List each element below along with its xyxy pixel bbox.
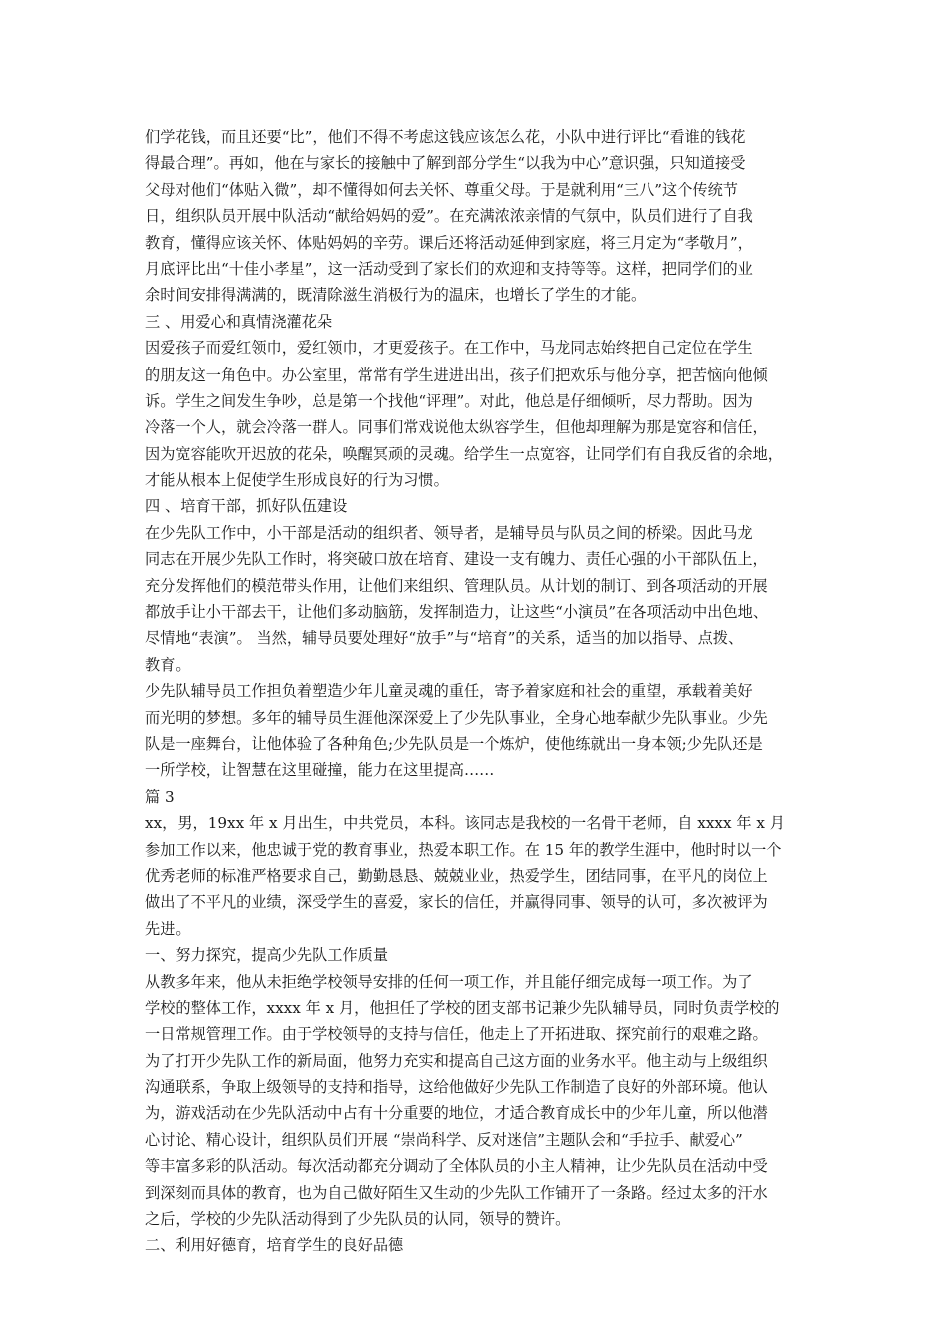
text-line: 尽情地“表演”。 当然，辅导员要处理好“放手”与“培育”的关系，适当的加以指导、点拨、 <box>145 629 744 648</box>
body-paragraph <box>145 678 815 784</box>
text-line: 为，游戏活动在少先队活动中占有十分重要的地位，才适合教育成长中的少年儿童，所以他潜 <box>145 1104 768 1123</box>
document-page <box>145 124 815 1259</box>
text-line: 学校的整体工作，xxxx 年 x 月，他担任了学校的团支部书记兼少先队辅导员，同时负责学校的 <box>145 998 780 1017</box>
text-line: 一日常规管理工作。由于学校领导的支持与信任，他走上了开拓进取、探究前行的艰难之路。 <box>145 1025 768 1044</box>
body-paragraph <box>145 335 815 493</box>
text-line: 而光明的梦想。多年的辅导员生涯他深深爱上了少先队事业，全身心地奉献少先队事业。少先 <box>145 708 768 727</box>
text-line: 才能从根本上促使学生形成良好的行为习惯。 <box>145 471 449 490</box>
text-line: 教育。 <box>145 655 191 674</box>
text-line: 在少先队工作中，小干部是活动的组织者、领导者，是辅导员与队员之间的桥梁。因此马龙 <box>145 523 753 542</box>
section-heading <box>145 784 815 810</box>
body-paragraph <box>145 969 815 1233</box>
text-line: 到深刻而具体的教育，也为自己做好陌生又生动的少先队工作铺开了一条路。经过太多的汗水 <box>145 1183 768 1202</box>
body-paragraph <box>145 520 815 678</box>
text-line: 四 、培育干部，抓好队伍建设 <box>145 497 348 516</box>
text-line: 等丰富多彩的队活动。每次活动都充分调动了全体队员的小主人精神，让少先队员在活动中受 <box>145 1157 768 1176</box>
text-line: 得最合理”。再如，他在与家长的接触中了解到部分学生“以我为中心”意识强，只知道接受 <box>145 154 746 173</box>
text-line: 篇 3 <box>145 787 175 806</box>
text-line: 从教多年来，他从未拒绝学校领导安排的任何一项工作，并且能仔细完成每一项工作。为了 <box>145 972 753 991</box>
text-line: 之后，学校的少先队活动得到了少先队员的认同，领导的赞许。 <box>145 1210 571 1229</box>
text-line: 月底评比出“十佳小孝星”，这一活动受到了家长们的欢迎和支持等等。这样，把同学们的业 <box>145 259 753 278</box>
text-line: 优秀老师的标准严格要求自己，勤勤恳恳、兢兢业业，热爱学生，团结同事，在平凡的岗位上 <box>145 866 768 885</box>
text-line: 二、利用好德育，培育学生的良好品德 <box>145 1236 404 1255</box>
text-line: 一、努力探究，提高少先队工作质量 <box>145 946 388 965</box>
text-line: 少先队辅导员工作担负着塑造少年儿童灵魂的重任，寄予着家庭和社会的重望，承载着美好 <box>145 682 753 701</box>
body-paragraph <box>145 810 815 942</box>
text-line: 同志在开展少先队工作时，将突破口放在培育、建设一支有魄力、责任心强的小干部队伍上， <box>145 550 768 569</box>
section-heading <box>145 942 815 968</box>
text-line: 队是一座舞台，让他体验了各种角色;少先队员是一个炼炉，使他练就出一身本领;少先队还是 <box>145 734 763 753</box>
text-line: 因爱孩子而爱红领巾，爱红领巾，才更爱孩子。在工作中，马龙同志始终把自己定位在学生 <box>145 339 753 358</box>
text-line: 做出了不平凡的业绩，深受学生的喜爱，家长的信任，并赢得同事、领导的认可，多次被评为 <box>145 893 768 912</box>
text-line: 心讨论、精心设计，组织队员们开展 “崇尚科学、反对迷信”主题队会和“手拉手、献爱心” <box>145 1130 743 1149</box>
text-line: 的朋友这一角色中。办公室里，常常有学生进进出出，孩子们把欢乐与他分享，把苦恼向他倾 <box>145 365 768 384</box>
text-line: 都放手让小干部去干，让他们多动脑筋，发挥制造力，让这些“小演员”在各项活动中出色地、 <box>145 603 769 622</box>
text-line: 沟通联系，争取上级领导的支持和指导，这给他做好少先队工作制造了良好的外部环境。他认 <box>145 1078 768 1097</box>
text-line: 一所学校，让智慧在这里碰撞，能力在这里提高…… <box>145 761 495 780</box>
text-line: 冷落一个人，就会冷落一群人。同事们常戏说他太纵容学生，但他却理解为那是宽容和信任， <box>145 418 768 437</box>
text-line: xx，男，19xx 年 x 月出生，中共党员，本科。该同志是我校的一名骨干老师，自 xxxx 年 x 月 <box>145 814 785 833</box>
text-line: 诉。学生之间发生争吵，总是第一个找他“评理”。对此，他总是仔细倾听，尽力帮助。因为 <box>145 391 753 410</box>
text-line: 充分发挥他们的模范带头作用，让他们来组织、管理队员。从计划的制订、到各项活动的开展 <box>145 576 768 595</box>
text-line: 为了打开少先队工作的新局面，他努力充实和提高自己这方面的业务水平。他主动与上级组织 <box>145 1051 768 1070</box>
text-line: 余时间安排得满满的，既清除滋生消极行为的温床，也增长了学生的才能。 <box>145 286 647 305</box>
section-heading <box>145 1232 815 1258</box>
body-paragraph <box>145 124 815 309</box>
text-line: 先进。 <box>145 919 191 938</box>
text-line: 参加工作以来，他忠诚于党的教育事业，热爱本职工作。在 15 年的教学生涯中，他时时以一个 <box>145 840 782 859</box>
text-line: 三 、用爱心和真情浇灌花朵 <box>145 312 333 331</box>
text-line: 因为宽容能吹开迟放的花朵，唤醒冥顽的灵魂。给学生一点宽容，让同学们有自我反省的余地， <box>145 444 783 463</box>
section-heading <box>145 493 815 519</box>
text-line: 父母对他们“体贴入微”，却不懂得如何去关怀、尊重父母。于是就利用“三八”这个传统节 <box>145 180 738 199</box>
section-heading <box>145 309 815 335</box>
text-line: 教育，懂得应该关怀、体贴妈妈的辛劳。课后还将活动延伸到家庭，将三月定为“孝敬月”， <box>145 233 753 252</box>
text-line: 们学花钱，而且还要“比”，他们不得不考虑这钱应该怎么花，小队中进行评比“看谁的钱花 <box>145 128 746 146</box>
text-line: 日，组织队员开展中队活动“献给妈妈的爱”。在充满浓浓亲情的气氛中，队员们进行了自我 <box>145 207 753 226</box>
